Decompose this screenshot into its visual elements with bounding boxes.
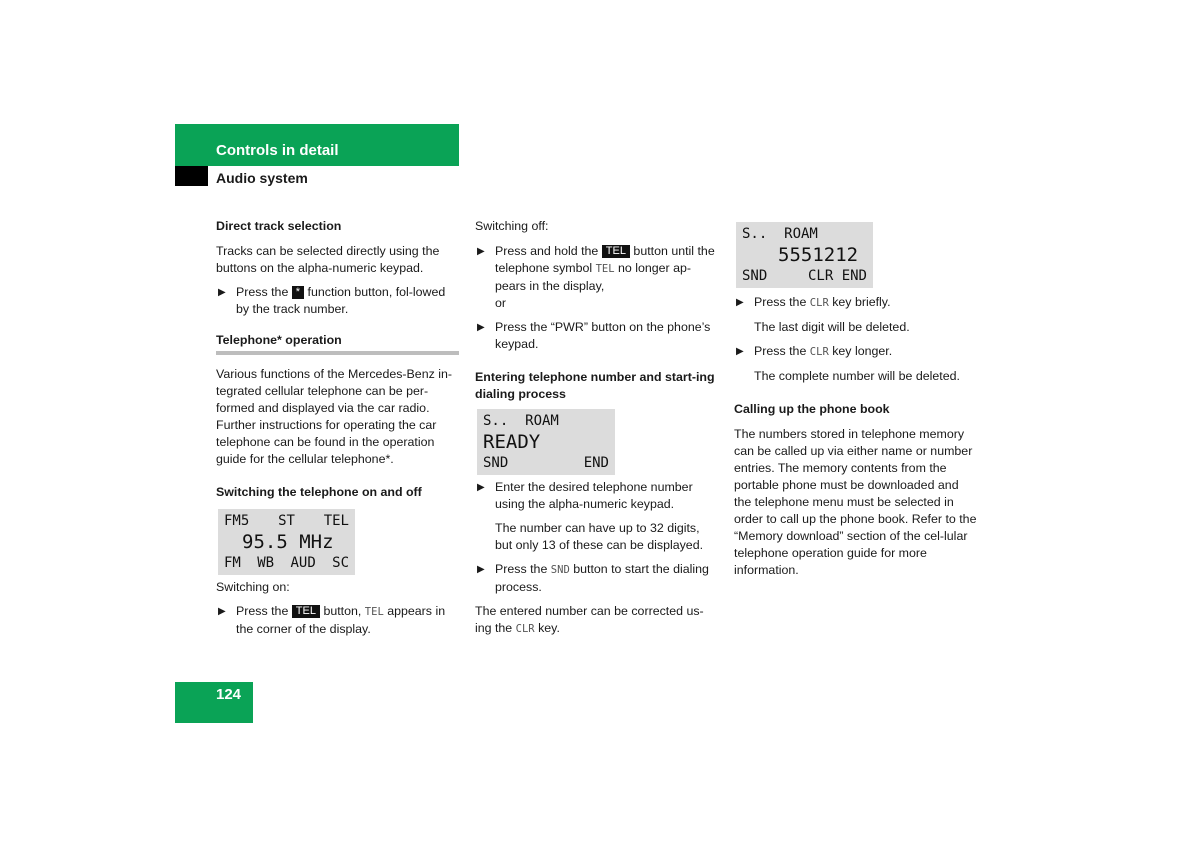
telephone-text: Various functions of the Mercedes-Benz in-tegrated cellular telephone can be per-formed and displayed via the car radio. Further instructions for operating the car telephone can be found in the operation guide for the cellular telephone*. <box>216 367 452 466</box>
display-row-3: FM WB AUD SC <box>224 555 349 571</box>
switching-off-label: Switching off: <box>475 219 549 233</box>
display-row-2: 95.5 MHz <box>242 531 334 553</box>
list-item: ▶ Press the “PWR” button on the phone’s keypad. <box>477 320 711 351</box>
list-item: ▶ Press and hold the TEL button until the telephone symbol TEL no longer ap-pears in the display, <box>477 244 715 293</box>
list-item: ▶ Press the CLR key longer. <box>736 344 893 358</box>
list-item: ▶ Enter the desired telephone number using the alpha-numeric keypad. <box>477 480 693 511</box>
page-number-box <box>175 682 253 723</box>
display-row-3: SND CLR END <box>742 268 867 284</box>
display-row-2: 5551212 <box>778 244 859 266</box>
display-row-1: S.. ROAM <box>483 413 559 429</box>
section-tab-marker <box>175 166 208 186</box>
section-title: Controls in detail <box>216 142 339 159</box>
last-digit-text: The last digit will be deleted. <box>754 320 910 334</box>
column-1 <box>216 218 459 645</box>
list-item: ▶ Press the TEL button, TEL appears in the corner of the display. <box>218 604 446 636</box>
display-row-1: FM5 ST TEL <box>224 513 349 529</box>
column-3 <box>734 222 979 586</box>
display-row-3: SND END <box>483 455 609 471</box>
tel-key-icon: TEL <box>602 245 630 258</box>
triangle-right-icon: ▶ <box>218 606 226 617</box>
page-number: 124 <box>216 686 242 703</box>
triangle-right-icon: ▶ <box>477 564 485 575</box>
star-key-icon: * <box>292 286 304 299</box>
phone-book-heading: Calling up the phone book <box>734 402 890 416</box>
phone-display <box>477 409 615 475</box>
tel-key-icon: TEL <box>292 605 320 618</box>
triangle-right-icon: ▶ <box>736 297 744 308</box>
list-item: ▶ Press the * function button, fol-lowed by the track number. <box>218 285 446 316</box>
correction-text: The entered number can be corrected us-ing the CLR key. <box>475 604 704 635</box>
display-row-2: READY <box>483 431 541 453</box>
phone-display <box>736 222 873 288</box>
triangle-right-icon: ▶ <box>736 346 744 357</box>
list-item: ▶ Press the SND button to start the dialing process. <box>477 562 709 594</box>
direct-track-heading: Direct track selection <box>216 219 342 233</box>
triangle-right-icon: ▶ <box>477 482 485 493</box>
number-limit-text: The number can have up to 32 digits, but only 13 of these can be displayed. <box>495 521 704 552</box>
triangle-right-icon: ▶ <box>218 287 226 298</box>
triangle-right-icon: ▶ <box>477 246 485 257</box>
switching-on-label: Switching on: <box>216 580 290 594</box>
complete-number-text: The complete number will be deleted. <box>754 369 960 383</box>
telephone-heading: Telephone* operation <box>216 333 342 347</box>
radio-display <box>218 509 355 575</box>
entering-heading: Entering telephone number and start-ing dialing process <box>475 370 715 401</box>
switching-heading: Switching the telephone on and off <box>216 485 422 499</box>
column-2 <box>475 218 720 645</box>
list-item: ▶ Press the CLR key briefly. <box>736 295 891 309</box>
triangle-right-icon: ▶ <box>477 322 485 333</box>
heading-rule <box>216 351 459 355</box>
direct-track-text: Tracks can be selected directly using the buttons on the alpha-numeric keypad. <box>216 244 440 275</box>
or-text: or <box>495 296 507 310</box>
phone-book-text: The numbers stored in telephone memory can be called up via either name or number entries. The memory contents from the portable phone must be downloaded and the telephone menu must be selected in order to call up the phone book. Refer to the “Memory download” section of the cel-lular telephone operation guide for more information. <box>734 427 977 577</box>
subsection-title: Audio system <box>216 170 308 186</box>
display-row-1: S.. ROAM <box>742 226 818 242</box>
